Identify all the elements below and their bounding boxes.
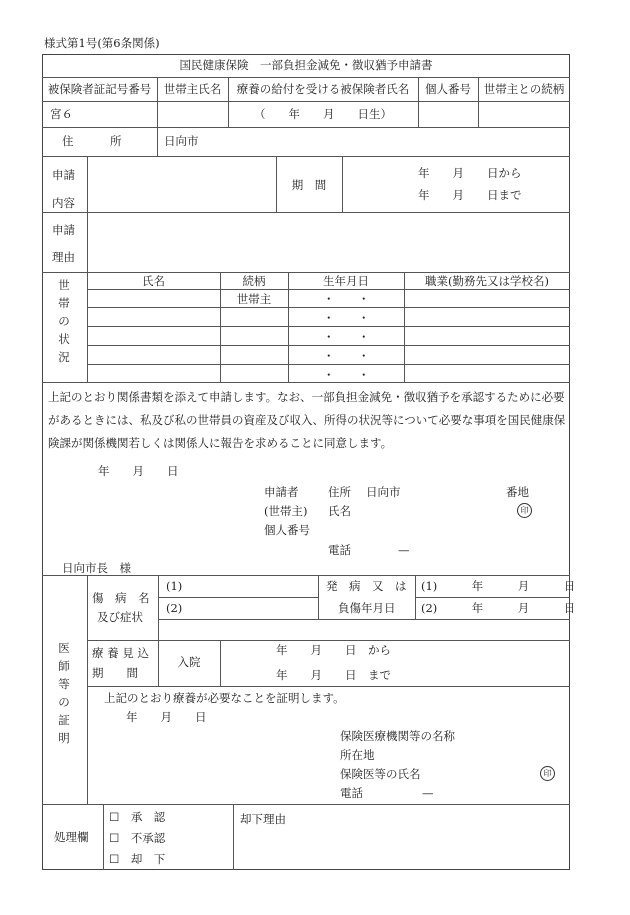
birthdate-dot: ・ bbox=[358, 330, 370, 344]
illness-label-2: 及び症状 bbox=[97, 610, 143, 624]
onset-date-1[interactable]: (1) 年 月 日 bbox=[421, 579, 576, 593]
doctor-phone-label: 電話 bbox=[340, 786, 363, 800]
applicant-seal-icon: 印 bbox=[517, 503, 532, 518]
institution-location-label: 所在地 bbox=[340, 748, 375, 762]
onset-date-2[interactable]: (2) 年 月 日 bbox=[421, 601, 576, 615]
approve-checkbox[interactable] bbox=[109, 812, 165, 824]
outlook-from[interactable]: 年 月 日 から bbox=[276, 643, 391, 657]
inpatient-label: 入院 bbox=[177, 655, 201, 669]
addressee: 日向市長 様 bbox=[62, 561, 131, 575]
insurance-card-number-header: 被保険者証記号番号 bbox=[47, 82, 152, 96]
checkbox-icon: ☐ bbox=[109, 831, 120, 845]
institution-name-label: 保険医療機関等の名称 bbox=[340, 729, 455, 743]
checkbox-icon: ☐ bbox=[109, 852, 120, 866]
birthdate-dot: ・ bbox=[323, 292, 335, 306]
applicant-mynumber-label: 個人番号 bbox=[264, 523, 310, 537]
relation-header: 世帯主との続柄 bbox=[483, 82, 565, 96]
period-to[interactable]: 年 月 日まで bbox=[418, 188, 522, 202]
birthdate-dot: ・ bbox=[358, 368, 370, 382]
doctor-phone-dash: — bbox=[422, 786, 434, 800]
household-name-header: 氏名 bbox=[142, 274, 165, 288]
doctor-name-label: 保険医等の氏名 bbox=[340, 767, 421, 781]
request-content-label-top: 申請 bbox=[52, 168, 75, 182]
birthdate-dot: ・ bbox=[323, 311, 335, 325]
applicant-phone-label: 電話 bbox=[328, 543, 351, 557]
applicant-role: 申請者 bbox=[264, 485, 299, 499]
household-relation-first[interactable]: 世帯主 bbox=[236, 292, 272, 306]
illness-item-1[interactable]: (1) bbox=[166, 579, 183, 593]
birthdate-dot: ・ bbox=[323, 330, 335, 344]
outlook-to[interactable]: 年 月 日 まで bbox=[276, 668, 391, 682]
applicant-address-field[interactable]: 日向市 bbox=[366, 485, 401, 499]
onset-label-1: 発 病 又 は bbox=[326, 579, 407, 593]
disapprove-label: 不承認 bbox=[130, 831, 166, 845]
certify-date[interactable]: 年 月 日 bbox=[126, 710, 207, 724]
request-content-label-bottom: 内容 bbox=[52, 196, 75, 210]
household-occupation-header: 職業(勤務先又は学校名) bbox=[425, 274, 549, 288]
household-birthdate-header: 生年月日 bbox=[323, 274, 369, 288]
householder-name-header: 世帯主氏名 bbox=[163, 82, 222, 96]
address-label-right: 所 bbox=[110, 134, 122, 148]
applicant-address-label: 住所 bbox=[328, 485, 351, 499]
outlook-label-2: 期 間 bbox=[92, 666, 138, 680]
birthdate-dot: ・ bbox=[323, 349, 335, 363]
form-label: 様式第1号(第6条関係) bbox=[44, 36, 160, 50]
birthdate-dot: ・ bbox=[358, 292, 370, 306]
form-title: 国民健康保険 一部負担金減免・徴収猶予申請書 bbox=[179, 58, 433, 72]
request-reason-label-top: 申請 bbox=[52, 223, 75, 237]
processing-label: 処理欄 bbox=[54, 830, 89, 844]
insurance-card-number-field[interactable]: 宮６ bbox=[50, 107, 73, 121]
outlook-label-1: 療 養 見 込 bbox=[92, 646, 149, 660]
checkbox-icon: ☐ bbox=[109, 810, 120, 824]
applicant-phone-dash: — bbox=[398, 543, 410, 557]
consent-text: 上記のとおり関係書類を添えて申請します。なお、一部負担金減免・徴収猶予を承認するために必要があるときには、私及び私の世帯員の資産及び収入、所得の状況等について必要な事項を国民健康保険課が関係機関若しくは関係人に報告を求めることに同意します。 bbox=[48, 390, 566, 450]
birthdate-field[interactable]: （ 年 月 日生） bbox=[254, 107, 392, 121]
reject-checkbox[interactable] bbox=[109, 854, 165, 866]
request-reason-label-bottom: 理由 bbox=[52, 250, 75, 264]
approve-label: 承 認 bbox=[130, 810, 166, 824]
birthdate-dot: ・ bbox=[323, 368, 335, 382]
period-from[interactable]: 年 月 日から bbox=[418, 166, 522, 180]
disapprove-checkbox[interactable] bbox=[109, 833, 165, 845]
certify-text: 上記のとおり療養が必要なことを証明します。 bbox=[104, 691, 345, 705]
address-field[interactable]: 日向市 bbox=[164, 134, 199, 148]
applicant-name-label: 氏名 bbox=[328, 504, 351, 518]
household-side-label: 世 帯 の 状 況 bbox=[58, 278, 70, 364]
applicant-role-sub: (世帯主) bbox=[264, 504, 308, 518]
household-relation-header: 続柄 bbox=[242, 274, 266, 288]
applicant-banchi: 番地 bbox=[506, 485, 529, 499]
insured-name-header: 療養の給付を受ける被保険者氏名 bbox=[236, 82, 410, 96]
reject-label: 却 下 bbox=[130, 852, 166, 866]
onset-label-2: 負傷年月日 bbox=[338, 601, 396, 615]
birthdate-dot: ・ bbox=[358, 349, 370, 363]
birthdate-dot: ・ bbox=[358, 311, 370, 325]
illness-item-2[interactable]: (2) bbox=[166, 601, 183, 615]
period-label: 期 間 bbox=[291, 178, 327, 192]
doctor-seal-icon: 印 bbox=[540, 766, 555, 781]
mynumber-header: 個人番号 bbox=[425, 82, 471, 96]
address-label-left: 住 bbox=[62, 134, 74, 148]
application-date[interactable]: 年 月 日 bbox=[98, 464, 179, 478]
illness-label-1: 傷 病 名 bbox=[92, 591, 150, 605]
doctor-side-label: 医 師 等 の 証 明 bbox=[58, 641, 70, 745]
reject-reason-label: 却下理由 bbox=[240, 812, 286, 826]
